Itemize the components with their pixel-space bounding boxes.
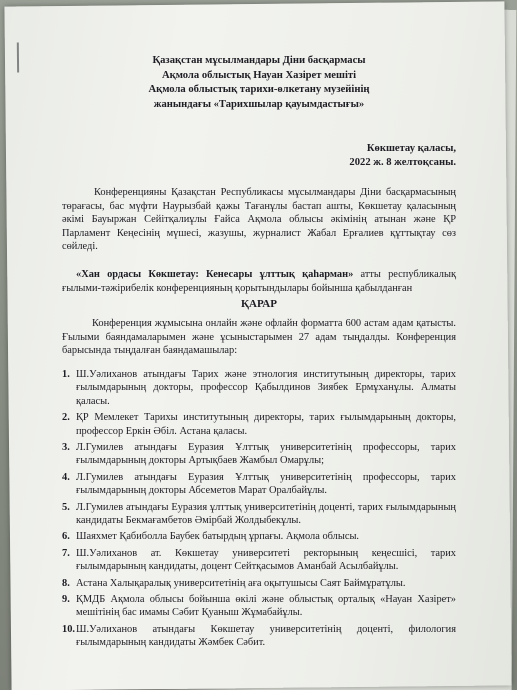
list-number: 2.: [62, 412, 70, 424]
list-item: [62, 368, 456, 408]
list-number: 8.: [62, 577, 70, 589]
list-number: 4.: [62, 471, 70, 483]
conference-title: «Хан ордасы Көкшетау: Кенесары ұлттық қаһарман»: [76, 268, 354, 280]
list-text: Л.Гумилев атындағы Еуразия Ұлттық университетінің профессоры, тарих ғылымдарының докторы Абсеметов Марат Оралбайұлы.: [76, 471, 456, 497]
list-item: [62, 471, 456, 498]
speaker-list: [62, 368, 456, 650]
header-line-4: жанындағы «Тарихшылар қауымдастығы»: [153, 98, 365, 110]
list-item: [62, 577, 456, 590]
header-line-2: Ақмола облыстық Науан Хазірет мешіті: [161, 69, 357, 81]
header-line-1: Қазақстан мұсылмандары Діни басқармасы: [152, 55, 366, 66]
list-number: 10.: [62, 623, 75, 635]
list-number: 1.: [62, 368, 70, 380]
list-item: [62, 501, 456, 528]
intro-paragraph: Конференцияны Қазақстан Республикасы мұсылмандары Діни басқармасының төрағасы, бас мүфти Наурызбай қажы Тағанұлы бастап ашты, Көкшетау қаласының әкімі Бауыржан Сейітқалиұлы Ғайса Ақмола облысы әкімінің атынан және ҚР Парламент Кеңесінің мүшесі, жазушы, журналист Жабал Ерғалиев құттықтау сөз сөйледі.: [62, 187, 456, 253]
list-text: Л.Гумилев атындағы Еуразия Ұлттық университетінің профессоры, тарих ғылымдарының докторы Артықбаев Жамбыл Омарұлы;: [76, 441, 456, 467]
list-text: Л.Гумилев атындағы Еуразия ұлттық университетінің доценті, тарих ғылымдарының кандидаты Бекмағамбетов Әмірбай Жолдыбекұлы.: [76, 501, 456, 526]
conference-paragraph: [62, 268, 456, 295]
list-item: [62, 547, 456, 574]
list-item: [62, 593, 456, 620]
list-number: 3.: [62, 441, 70, 453]
list-number: 5.: [62, 501, 70, 513]
list-text: Ш.Уәлиханов ат. Көкшетау университеті ректорының кеңесшісі, тарих ғылымдарының кандидаты, доцент Сейтқасымов Аманбай Асылбайұлы.: [76, 547, 456, 573]
pen-mark: [17, 42, 19, 72]
decision-title: ҚАРАР: [241, 298, 277, 311]
list-item: [62, 623, 456, 650]
list-text: Ш.Уәлиханов атындағы Тарих және этнология институтының директоры, тарих ғылымдарының докторы, профессор Қабылдинов Зиябек Ермұханұлы. Алматы қаласы.: [76, 368, 456, 407]
list-number: 9.: [62, 594, 70, 606]
list-number: 7.: [62, 547, 70, 559]
list-text: ҚМДБ Ақмола облысы бойынша өкілі және облыстық орталық «Науан Хазірет» мешітінің бас имамы Сәбит Қуаныш Жұмабайұлы.: [76, 594, 456, 619]
document-content: [62, 54, 456, 653]
attendance-paragraph: Конференция жұмысына онлайн және офлайн форматта 600 астам адам қатысты. Ғылыми баяндамаларымен және ұсыныстарымен 27 адам тыңдалды. Конференция барысында тыңдалған баяндамашылар:: [62, 318, 456, 357]
place-date: [62, 142, 456, 170]
document-header: [62, 54, 456, 112]
list-text: Астана Халықаралық университетінің аға оқытушысы Саят Баймұратұлы.: [76, 577, 406, 589]
list-text: Шаяхмет Қабиболла Баубек батырдың ұрпағы. Ақмола облысы.: [76, 531, 360, 543]
list-item: [62, 530, 456, 543]
date: 2022 ж. 8 желтоқсаны.: [349, 157, 456, 168]
list-text: ҚР Мемлекет Тарихы институтының директоры, тарих ғылымдарының докторы, профессор Еркін Әбіл. Астана қаласы.: [76, 412, 456, 437]
conference-paragraph-rest: атты республикалық ғылыми-тәжірибелік конференцияның қорытындылары бойынша қабылданған: [62, 268, 456, 294]
list-number: 6.: [62, 531, 70, 543]
header-line-3: Ақмола облыстық тарихи-өлкетану музейінің: [148, 84, 370, 95]
list-item: [62, 411, 456, 438]
list-item: [62, 441, 456, 468]
city: Көкшетау қаласы,: [366, 143, 456, 154]
list-text: Ш.Уәлиханов атындағы Көкшетау университетінің доценті, филология ғылымдарының кандидаты Жәмбек Сәбит.: [76, 623, 456, 649]
